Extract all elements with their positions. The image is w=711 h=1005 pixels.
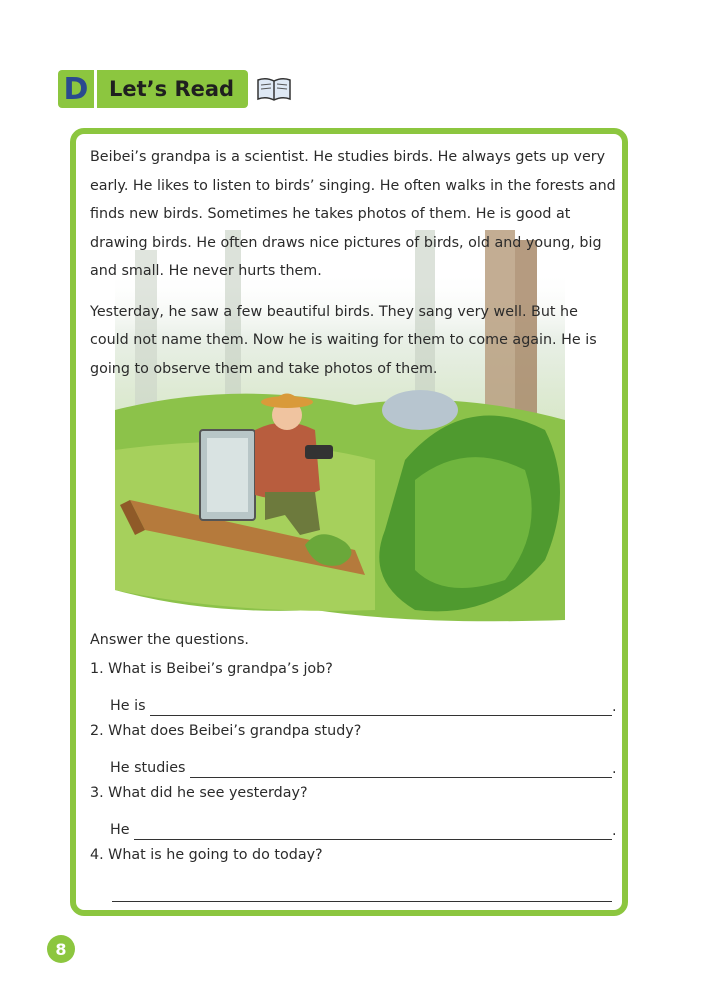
section-header <box>58 70 292 108</box>
questions-instruction: Answer the questions. <box>90 632 249 648</box>
answer-line-3[interactable] <box>90 808 620 840</box>
answer-line-2[interactable] <box>90 746 620 778</box>
questions-section <box>90 626 620 902</box>
page-number: 8 <box>47 935 75 963</box>
reading-passage <box>90 143 618 395</box>
answer-line-1[interactable] <box>90 684 620 716</box>
question-1: 1. What is Beibei’s grandpa’s job? <box>90 661 333 677</box>
section-title-bar <box>97 70 248 108</box>
answer-period: . <box>612 761 617 777</box>
question-2: 2. What does Beibei’s grandpa study? <box>90 723 362 739</box>
answer-prefix: He <box>110 822 130 838</box>
passage-paragraph-2: Yesterday, he saw a few beautiful birds. They sang very well. But he could not name them. Now he is waiting for them to come again. He is going to observe them and take photos of them. <box>90 303 597 377</box>
section-letter-badge: D <box>58 70 94 108</box>
answer-blank[interactable] <box>134 821 612 840</box>
answer-line-4[interactable] <box>90 870 620 902</box>
answer-blank[interactable] <box>190 759 613 778</box>
answer-blank[interactable] <box>150 697 612 716</box>
answer-period: . <box>612 699 617 715</box>
question-3: 3. What did he see yesterday? <box>90 785 308 801</box>
passage-paragraph-1: Beibei’s grandpa is a scientist. He studies birds. He always gets up very early. He likes to listen to birds’ singing. He often walks in the forests and finds new birds. Sometimes he takes photos of them. He is good at drawing birds. He often draws nice pictures of birds, old and young, big and small. He never hurts them. <box>90 149 616 279</box>
section-title: Let’s Read <box>109 77 235 101</box>
answer-blank[interactable] <box>112 883 612 902</box>
open-book-icon <box>256 75 292 103</box>
answer-prefix: He is <box>110 698 146 714</box>
question-4: 4. What is he going to do today? <box>90 847 323 863</box>
answer-period: . <box>612 823 617 839</box>
answer-prefix: He studies <box>110 760 186 776</box>
